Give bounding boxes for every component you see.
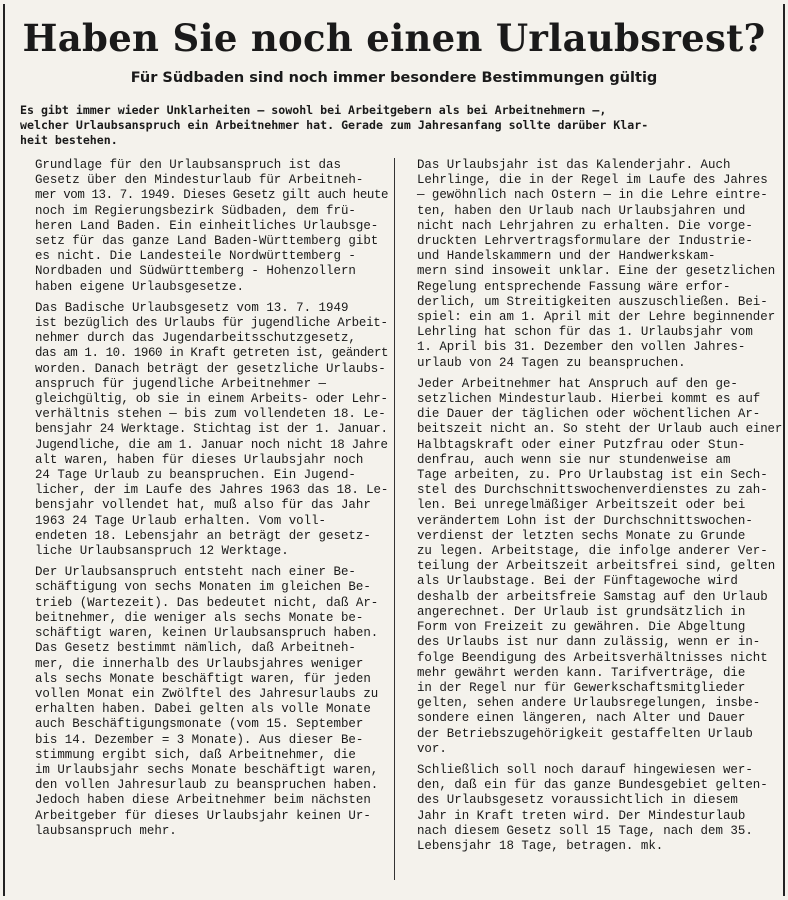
text-line: folge Beendigung des Arbeitsverhältnisses nicht bbox=[416, 650, 768, 665]
text-line: Jeder Arbeitnehmer hat Anspruch auf den ge- bbox=[416, 376, 738, 391]
lead-line: welcher Urlaubsanspruch ein Arbeitnehmer hat. Gerade zum Jahresanfang sollte darüber Klar- bbox=[20, 118, 649, 132]
text-line: endeten 18. Lebensjahr an beträgt der gesetz- bbox=[34, 528, 371, 543]
article-paragraph bbox=[20, 565, 388, 839]
text-line: zu legen. Arbeitstage, die infolge anderer Ver- bbox=[416, 544, 768, 559]
left-column bbox=[20, 158, 388, 845]
text-line: Arbeitgeber für dieses Urlaubsjahr keinen Ur- bbox=[34, 808, 371, 823]
text-line: licher, der im Laufe des Jahres 1963 das 18. Le- bbox=[34, 483, 388, 498]
text-line: Lehrlinge, die in der Regel im Laufe des Jahres bbox=[416, 173, 768, 188]
text-line: Tage arbeiten, zu. Pro Urlaubstag ist ein Sech- bbox=[416, 468, 768, 483]
text-line: bensjahr vollendet hat, muß also für das Jahr bbox=[34, 498, 371, 513]
text-line: Lebensjahr 18 Tage, betragen. mk. bbox=[416, 838, 664, 853]
text-line: 1. April bis 31. Dezember den vollen Jahres- bbox=[416, 340, 746, 355]
text-line: spiel: ein am 1. April mit der Lehre beginnender bbox=[416, 310, 776, 325]
text-line: angerechnet. Der Urlaub ist grundsätzlich in bbox=[416, 604, 746, 619]
text-line: haben eigene Urlaubsgesetze. bbox=[34, 279, 244, 294]
text-line: liche Urlaubsanspruch 12 Werktage. bbox=[34, 544, 289, 559]
article-paragraph bbox=[20, 301, 388, 559]
text-line: anspruch für jugendliche Arbeitnehmer — bbox=[34, 376, 327, 391]
text-line: Lehrling hat schon für das 1. Urlaubsjahr vom bbox=[416, 325, 753, 340]
text-line: setz für das ganze Land Baden-Württemberg gibt bbox=[34, 234, 379, 249]
text-line: auch Beschäftigungsmonate (vom 15. September bbox=[34, 717, 364, 732]
text-line: ist bezüglich des Urlaubs für jugendliche Arbeit- bbox=[34, 316, 388, 331]
text-line: alt waren, haben für dieses Urlaubsjahr noch bbox=[34, 452, 364, 467]
right-border-rule bbox=[783, 4, 785, 896]
left-border-rule bbox=[3, 4, 5, 896]
text-line: Form von Freizeit zu gewähren. Die Abgeltung bbox=[416, 620, 746, 635]
text-line: Gesetz über den Mindesturlaub für Arbeitneh- bbox=[34, 173, 364, 188]
text-line: das am 1. 10. 1960 in Kraft getreten ist, geändert bbox=[34, 346, 388, 361]
text-line: deshalb der arbeitsfreie Samstag auf den Urlaub bbox=[416, 589, 768, 604]
text-line: verdienst der letzten sechs Monate zu Grunde bbox=[416, 528, 746, 543]
text-line: gelten, sehen andere Urlaubsregelungen, insbe- bbox=[416, 696, 761, 711]
text-line: ten, haben den Urlaub nach Urlaubsjahren und bbox=[416, 203, 746, 218]
text-line: schäftigung von sechs Monaten im gleichen Be- bbox=[34, 580, 371, 595]
text-line: Der Urlaubsanspruch entsteht nach einer Be- bbox=[34, 565, 356, 580]
column-divider bbox=[394, 158, 395, 880]
text-line: Schließlich soll noch darauf hingewiesen wer- bbox=[416, 762, 753, 777]
article-paragraph bbox=[402, 763, 782, 854]
article-paragraph bbox=[402, 158, 782, 371]
text-line: laubsanspruch mehr. bbox=[34, 823, 177, 838]
text-line: teilung der Arbeitszeit arbeitsfrei sind, gelten bbox=[416, 559, 776, 574]
text-line: Das Urlaubsjahr ist das Kalenderjahr. Auch bbox=[416, 158, 731, 172]
text-line: druckten Lehrvertragsformulare der Industrie- bbox=[416, 234, 753, 249]
text-line: verhältnis stehen — bis zum vollendeten 18. Le- bbox=[34, 407, 386, 422]
text-line: Grundlage für den Urlaubsanspruch ist das bbox=[34, 158, 341, 172]
text-line: im Urlaubsjahr sechs Monate beschäftigt waren, bbox=[34, 762, 379, 777]
text-line: Nordbaden und Südwürttemberg - Hohenzollern bbox=[34, 264, 356, 279]
text-line: gleichgültig, ob sie in einem Arbeits- oder Lehr- bbox=[34, 392, 388, 407]
article-paragraph bbox=[402, 377, 782, 757]
text-line: Jugendliche, die am 1. Januar noch nicht 18 Jahre bbox=[34, 437, 388, 452]
text-line: stimmung ergibt sich, daß Arbeitnehmer, die bbox=[34, 747, 356, 762]
text-line: 1963 24 Tage Urlaub erhalten. Vom voll- bbox=[34, 513, 327, 528]
text-line: Das Gesetz bestimmt nämlich, daß Arbeitneh- bbox=[34, 641, 356, 656]
text-line: beitszeit nicht an. So steht der Urlaub auch einer bbox=[416, 422, 782, 437]
text-line: urlaub von 24 Tagen zu beanspruchen. bbox=[416, 355, 686, 370]
text-line: mern sind insoweit unklar. Eine der gesetzlichen bbox=[416, 264, 776, 279]
text-line: denfrau, auch wenn sie nur stundenweise am bbox=[416, 452, 731, 467]
text-line: als Urlaubstage. Bei der Fünftagewoche wird bbox=[416, 574, 738, 589]
text-line: in der Regel nur für Gewerkschaftsmitglieder bbox=[416, 680, 746, 695]
text-line: trieb (Wartezeit). Das bedeutet nicht, daß Ar- bbox=[34, 595, 379, 610]
text-line: mer, die innerhalb des Urlaubsjahres weniger bbox=[34, 656, 364, 671]
text-line: — gewöhnlich nach Ostern — in die Lehre eintre- bbox=[416, 188, 768, 203]
text-line: Das Badische Urlaubsgesetz vom 13. 7. 1949 bbox=[34, 300, 349, 315]
text-line: vollen Monat ein Zwölftel des Jahresurlaubs zu bbox=[34, 686, 379, 701]
headline: Haben Sie noch einen Urlaubsrest? bbox=[22, 16, 766, 60]
text-line: len. Bei unregelmäßiger Arbeitszeit oder bei bbox=[416, 498, 746, 513]
text-line: und Handelskammern und der Handwerkskam- bbox=[416, 249, 716, 264]
text-line: des Urlaubs ist nur dann zulässig, wenn er in- bbox=[416, 635, 761, 650]
article-paragraph bbox=[20, 158, 388, 295]
text-line: beitnehmer, die weniger als sechs Monate be- bbox=[34, 610, 364, 625]
text-line: mer vom 13. 7. 1949. Dieses Gesetz gilt auch heute bbox=[34, 188, 388, 203]
text-line: bis 14. Dezember = 3 Monate). Aus dieser Be- bbox=[34, 732, 364, 747]
lead-line: Es gibt immer wieder Unklarheiten — sowohl bei Arbeitgebern als bei Arbeitnehmern —, bbox=[20, 103, 607, 117]
text-line: den, daß ein für das ganze Bundesgebiet gelten- bbox=[416, 778, 768, 793]
text-line: stel des Durchschnittswochenverdienstes zu zah- bbox=[416, 483, 768, 498]
text-line: Halbtagskraft oder einer Putzfrau oder Stun- bbox=[416, 437, 746, 452]
text-line: setzlichen Mindesturlaub. Hierbei kommt es auf bbox=[416, 392, 761, 407]
text-line: Regelung entsprechende Fassung wäre erfor- bbox=[416, 279, 731, 294]
text-line: der Betriebszugehörigkeit gestaffelten Urlaub bbox=[416, 726, 753, 741]
text-line: vor. bbox=[416, 741, 447, 756]
text-line: als sechs Monate beschäftigt waren, für jeden bbox=[34, 671, 371, 686]
lead-paragraph bbox=[20, 103, 772, 148]
text-line: Jedoch haben diese Arbeitnehmer beim nächsten bbox=[34, 793, 371, 808]
text-line: verändertem Lohn ist der Durchschnittswochen- bbox=[416, 513, 753, 528]
text-line: 24 Tage Urlaub zu beanspruchen. Ein Jugend- bbox=[34, 468, 356, 483]
right-column bbox=[402, 158, 782, 860]
text-line: erhalten haben. Dabei gelten als volle Monate bbox=[34, 702, 371, 717]
text-line: es nicht. Die Landesteile Nordwürttemberg - bbox=[34, 249, 356, 264]
text-line: des Urlaubsgesetz voraussichtlich in diesem bbox=[416, 793, 738, 808]
text-line: noch im Regierungsbezirk Südbaden, dem frü- bbox=[34, 203, 356, 218]
text-line: sondere einen längeren, nach Alter und Dauer bbox=[416, 711, 746, 726]
text-line: die Dauer der täglichen oder wöchentlichen Ar- bbox=[416, 407, 761, 422]
text-line: Jahr in Kraft treten wird. Der Mindesturlaub bbox=[416, 808, 746, 823]
text-line: mehr gewährt werden kann. Tarifverträge, die bbox=[416, 665, 746, 680]
text-line: nicht nach Lehrjahren zu erhalten. Die vorge- bbox=[416, 218, 753, 233]
text-line: schäftigt waren, keinen Urlaubsanspruch haben. bbox=[34, 626, 379, 641]
text-line: den vollen Jahresurlaub zu beanspruchen haben. bbox=[34, 778, 379, 793]
text-line: heren Land Baden. Ein einheitliches Urlaubsge- bbox=[34, 218, 379, 233]
text-line: derlich, um Streitigkeiten auszuschließen. Bei- bbox=[416, 294, 768, 309]
lead-line: heit bestehen. bbox=[20, 133, 118, 147]
text-line: nehmer durch das Jugendarbeitsschutzgesetz, bbox=[34, 331, 356, 346]
text-line: worden. Danach beträgt der gesetzliche Urlaubs- bbox=[34, 361, 386, 376]
subheadline: Für Südbaden sind noch immer besondere Bestimmungen gültig bbox=[130, 70, 658, 86]
text-line: bensjahr 24 Werktage. Stichtag ist der 1. Januar. bbox=[34, 422, 388, 437]
text-line: nach diesem Gesetz soll 15 Tage, nach dem 35. bbox=[416, 823, 753, 838]
